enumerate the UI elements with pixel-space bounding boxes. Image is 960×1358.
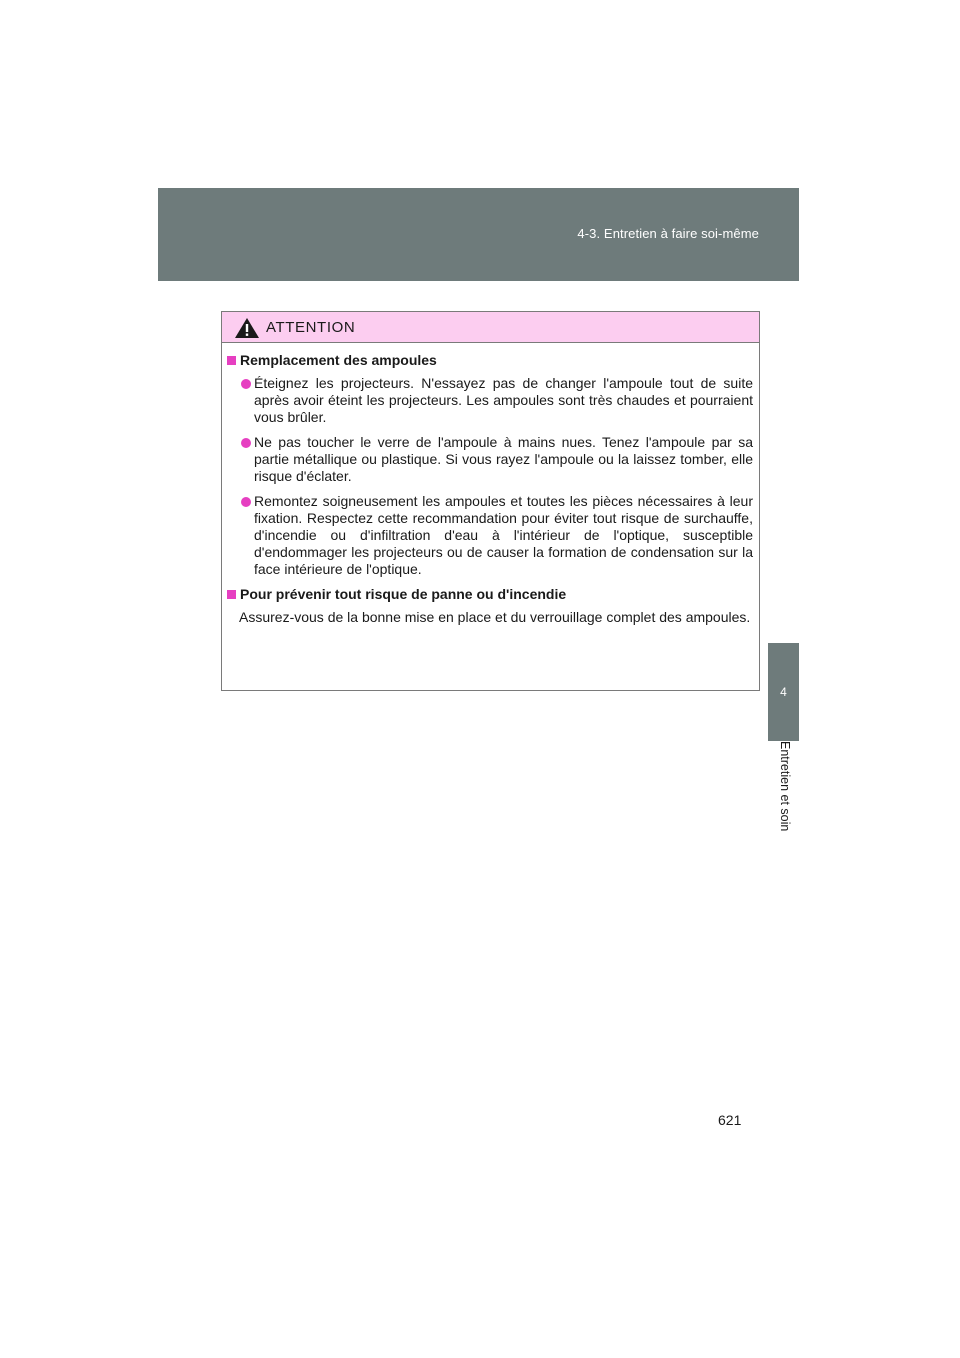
heading-text: Pour prévenir tout risque de panne ou d'incendie	[240, 586, 567, 602]
header-band	[158, 188, 799, 281]
list-item	[227, 493, 753, 578]
caution-header	[222, 312, 759, 343]
square-bullet-icon	[227, 590, 236, 599]
list-item	[227, 375, 753, 426]
warning-triangle-icon	[234, 317, 260, 339]
page-number: 621	[718, 1112, 742, 1128]
round-bullet-icon	[241, 497, 251, 507]
heading-text: Remplacement des ampoules	[240, 352, 437, 368]
caution-body	[222, 343, 759, 626]
list-item-text: Éteignez les projecteurs. N'essayez pas de changer l'ampoule tout de suite après avoir éteint les projecteurs. Les ampoules sont très chaudes et pourraient vous brûler.	[254, 375, 753, 425]
round-bullet-icon	[241, 379, 251, 389]
section-heading	[227, 352, 753, 369]
chapter-number-tab: 4	[768, 643, 799, 741]
chapter-label-tab	[768, 741, 799, 901]
section-text: Assurez-vous de la bonne mise en place et du verrouillage complet des ampoules.	[239, 609, 751, 625]
section-heading	[227, 586, 753, 603]
list-item-text: Remontez soigneusement les ampoules et toutes les pièces nécessaires à leur fixation. Respectez cette recommandation pour éviter tout risque de surchauffe, d'incendie ou d'infiltration d'eau à l'intérieur de l'optique, susceptible d'endommager les projecteurs ou de causer la formation de condensation sur la face intérieure de l'optique.	[254, 493, 753, 577]
round-bullet-icon	[241, 438, 251, 448]
chapter-label: Entretien et soin	[777, 741, 792, 832]
section-title: 4-3. Entretien à faire soi-même	[577, 226, 759, 241]
square-bullet-icon	[227, 356, 236, 365]
caution-box	[221, 311, 760, 691]
list-item	[227, 434, 753, 485]
caution-title: ATTENTION	[266, 319, 356, 336]
list-item-text: Ne pas toucher le verre de l'ampoule à mains nues. Tenez l'ampoule par sa partie métallique ou plastique. Si vous rayez l'ampoule ou la laissez tomber, elle risque d'éclater.	[254, 434, 753, 484]
